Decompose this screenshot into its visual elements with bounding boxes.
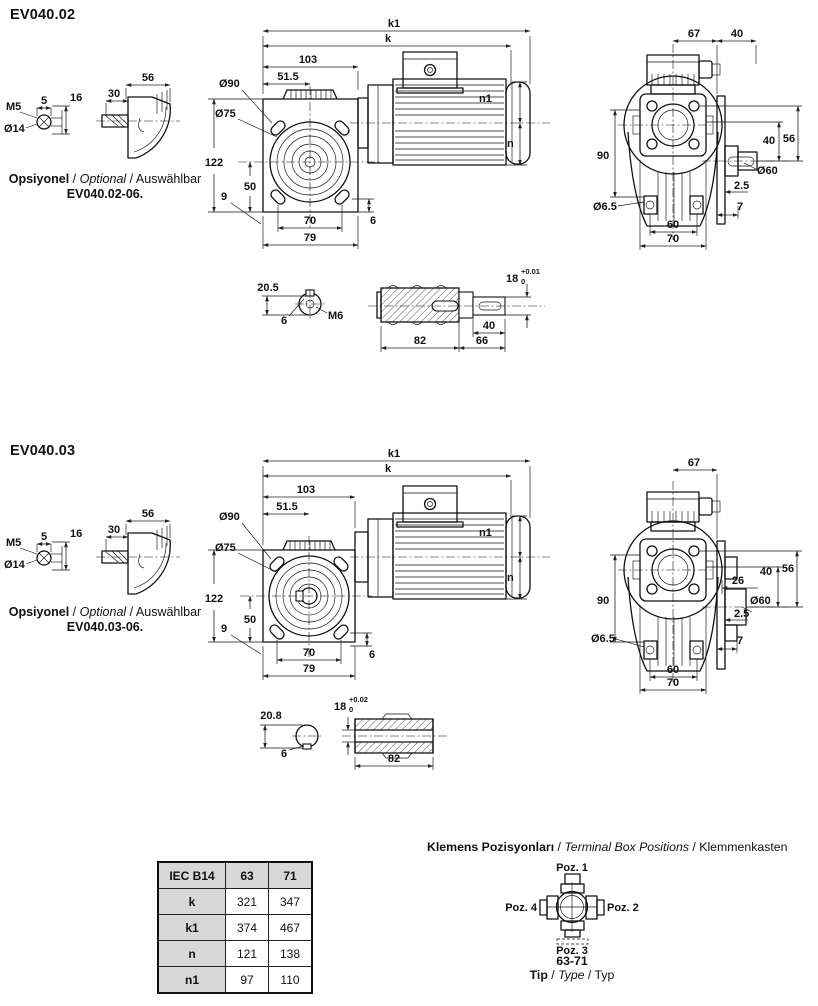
gearbox-front-housing: [240, 536, 372, 660]
dim-7: [717, 201, 743, 219]
dim-50: [244, 162, 256, 212]
dim-5-label: 5: [40, 95, 48, 107]
note-model-range: EV040.02-06.: [66, 187, 144, 201]
dim-51-5: [263, 501, 309, 514]
dim-70-label: 70: [302, 647, 316, 659]
dim-n-label: n: [507, 572, 514, 584]
dim-103-label: 103: [298, 54, 318, 66]
dim-60-label: 60: [666, 219, 680, 231]
dim-82: [355, 753, 433, 770]
ev04002-optional-detail-drawing: [0, 70, 210, 180]
dim-50-label: 50: [243, 614, 257, 626]
terminal-type-line: Tip / Type / Typ: [529, 968, 615, 982]
dim-79-label: 79: [302, 663, 316, 675]
dim-18-label: 18: [506, 273, 519, 285]
note-italic: Optional: [79, 605, 127, 619]
dim-18-tol-hi: +0.01: [521, 267, 540, 276]
ev04002-front-view-drawing: [200, 8, 565, 258]
poz3-label: Poz. 3: [556, 945, 588, 957]
ev04003-side-view-drawing: [592, 448, 818, 700]
dim-79-label: 79: [303, 232, 317, 244]
dim-2-5-label: 2.5: [734, 608, 750, 620]
note-model-range: EV040.03-06.: [66, 620, 144, 634]
terminal-box-title: Klemens Pozisyonları / Terminal Box Positions / Klemmenkasten: [427, 840, 788, 854]
dim-16-label: 16: [70, 528, 83, 540]
table-cell: 97: [226, 967, 269, 994]
pin-dim-16: [52, 528, 82, 570]
note-plain: Auswählbar: [135, 172, 202, 186]
dim-dia14-label: Ø14: [4, 123, 25, 135]
dim-82-label: 82: [387, 753, 401, 765]
dim-18-tolerance: [505, 267, 540, 328]
dim-70-side-label: 70: [666, 233, 680, 245]
dim-122-label: 122: [204, 157, 224, 169]
dim-m5-label: M5: [6, 101, 22, 113]
label-dia75: [215, 542, 276, 572]
optional-note-2: Opsiyonel / Optional / Auswählbar EV040.03-06.: [0, 605, 210, 635]
dim-67-label: 67: [687, 28, 701, 40]
dim-56-label: 56: [141, 72, 155, 84]
pin-dim-16: [52, 92, 82, 134]
section1-title: EV040.02: [10, 7, 76, 23]
table-header-iec: IEC B14: [158, 862, 226, 889]
pin-label-m5: [6, 101, 37, 118]
terminal-size-range: 63-71: [556, 954, 588, 968]
dim-n1-label: n1: [479, 527, 492, 539]
dim-60-label: 60: [666, 664, 680, 676]
section2-title: EV040.03: [10, 443, 76, 459]
iec-dimension-table-wrap: [157, 861, 313, 994]
dim-51-5-label: 51.5: [277, 71, 299, 83]
table-cell: 321: [226, 889, 269, 915]
label-dia75: [215, 108, 277, 137]
dim-9: [221, 623, 261, 654]
dim-2-5-label: 2.5: [734, 180, 750, 192]
table-header-63: 63: [226, 862, 269, 889]
dim-26-label: 26: [731, 575, 745, 587]
dim-20-8-label: 20.8: [260, 710, 282, 722]
dim-5-label: 5: [40, 531, 48, 543]
dim-7-label: 7: [736, 635, 744, 647]
dim-18-tol-hi: +0.02: [349, 695, 368, 704]
dim-n: [506, 557, 527, 599]
dim-90: [597, 555, 644, 642]
dim-dia6-5-label: Ø6.5: [593, 201, 617, 213]
optional-note-1: Opsiyonel / Optional / Auswählbar EV040.02-06.: [0, 172, 210, 202]
table-header-71: 71: [269, 862, 313, 889]
dim-9-label: 9: [220, 623, 228, 635]
dim-9-label: 9: [220, 191, 228, 203]
dim-20-5-label: 20.5: [257, 282, 279, 294]
dim-2-5: [725, 180, 749, 198]
dim-90: [597, 110, 644, 197]
dim-dia6-5-label: Ø6.5: [591, 633, 615, 645]
dim-7: [717, 635, 743, 653]
note-italic: Optional: [79, 172, 127, 186]
dim-n-label: n: [507, 138, 514, 150]
pin-label-dia14: [4, 559, 37, 571]
dim-90-label: 90: [597, 595, 610, 607]
dim-122: [205, 550, 263, 642]
dim-18-tol-lo: 0: [349, 705, 354, 714]
ev04002-side-view-drawing: [592, 8, 818, 260]
dim-dia90-label: Ø90: [219, 78, 240, 90]
dim-70: [278, 205, 342, 232]
dim-50-label: 50: [243, 181, 257, 193]
row-label: n1: [158, 967, 226, 994]
clamp-dim-30: [106, 524, 128, 552]
row-label: k1: [158, 915, 226, 941]
dim-56-label: 56: [141, 508, 155, 520]
dim-40-shaft-label: 40: [482, 320, 496, 332]
dim-6: [352, 199, 376, 227]
clamp-detail-outline: [96, 90, 180, 158]
ev04002-shaft-detail-drawing: [248, 252, 568, 364]
dim-122-label: 122: [204, 593, 224, 605]
dim-k1-label: k1: [387, 448, 401, 460]
table-row: [158, 915, 312, 941]
dim-dia60-label: Ø60: [757, 165, 778, 177]
table-header-row: [158, 862, 312, 889]
poz4-label: Poz. 4: [505, 902, 537, 914]
dim-103-label: 103: [296, 484, 316, 496]
dim-40-right-label: 40: [762, 135, 776, 147]
table-row: [158, 889, 312, 915]
ev04003-optional-detail-drawing: [0, 506, 210, 616]
dim-dia90-label: Ø90: [219, 511, 240, 523]
ev04003-front-view-drawing: [200, 444, 565, 696]
dim-90-label: 90: [597, 150, 610, 162]
dim-66-label: 66: [475, 335, 489, 347]
dim-n: [506, 123, 527, 165]
dim-k-label: k: [384, 33, 392, 45]
dim-dia75-label: Ø75: [215, 108, 236, 120]
pin-label-dia14: [4, 123, 37, 135]
ev04003-shaft-detail-drawing: [248, 685, 463, 787]
dim-dia75-label: Ø75: [215, 542, 236, 554]
dim-dia14-label: Ø14: [4, 559, 25, 571]
label-dia6-5: [593, 201, 644, 213]
dim-51-5: [263, 71, 310, 84]
dim-70-side-label: 70: [666, 677, 680, 689]
row-label: n: [158, 941, 226, 967]
dim-n1: [479, 82, 527, 123]
dim-82: [381, 322, 459, 352]
dim-n1-label: n1: [479, 93, 492, 105]
poz1-label: Poz. 1: [556, 862, 588, 874]
dim-40-right-label: 40: [759, 566, 773, 578]
pin-detail-outline: [37, 546, 62, 570]
clamp-detail-outline: [96, 526, 180, 594]
dim-6: [350, 633, 375, 661]
dim-6-label: 6: [369, 215, 377, 227]
table-cell: 347: [269, 889, 313, 915]
pin-dim-5: [37, 531, 51, 552]
terminal-box-position-diagram: [488, 856, 658, 956]
pin-dim-5: [37, 95, 51, 116]
hollow-shaft-outline: [342, 714, 448, 758]
poz2-label: Poz. 2: [607, 902, 639, 914]
table-cell: 121: [226, 941, 269, 967]
dim-key6-label: 6: [280, 315, 288, 327]
note-plain: Auswählbar: [135, 605, 202, 619]
dim-m5-label: M5: [6, 537, 22, 549]
dim-dia60-label: Ø60: [750, 595, 771, 607]
dim-82-label: 82: [413, 335, 427, 347]
dim-m6-label: M6: [328, 310, 344, 322]
pin-detail-outline: [37, 110, 62, 134]
dim-51-5-label: 51.5: [276, 501, 298, 513]
table-cell: 110: [269, 967, 313, 994]
dim-70-label: 70: [303, 215, 317, 227]
dim-k-label: k: [384, 463, 392, 475]
dim-50: [244, 596, 256, 642]
dim-67-label: 67: [687, 457, 701, 469]
dim-30-label: 30: [107, 88, 121, 100]
dim-6-label: 6: [368, 649, 376, 661]
dim-k1-label: k1: [387, 18, 401, 30]
table-row: [158, 967, 312, 994]
table-cell: 374: [226, 915, 269, 941]
gearbox-front-housing: [238, 86, 380, 228]
dim-30-label: 30: [107, 524, 121, 536]
dim-16-label: 16: [70, 92, 83, 104]
dim-66: [459, 335, 505, 348]
dim-56-label: 56: [782, 133, 796, 145]
dim-40-top: [717, 28, 756, 64]
dim-56-label: 56: [781, 563, 795, 575]
table-cell: 138: [269, 941, 313, 967]
pin-label-m5: [6, 537, 37, 554]
gearbox-side-body: [618, 481, 788, 685]
table-row: [158, 941, 312, 967]
dim-7-label: 7: [736, 201, 744, 213]
terminal-cross-outline: [540, 874, 604, 944]
key-section-detail: [260, 710, 322, 760]
dim-18-label: 18: [334, 701, 347, 713]
dim-40-top-label: 40: [730, 28, 744, 40]
key-section-detail: [257, 282, 343, 327]
iec-dimension-table: [157, 861, 313, 994]
note-bold: Opsiyonel: [8, 605, 70, 619]
clamp-dim-30: [106, 88, 128, 116]
dim-9: [221, 191, 261, 224]
table-cell: 467: [269, 915, 313, 941]
dim-key6-label: 6: [280, 748, 288, 760]
dim-n1: [479, 516, 527, 557]
note-bold: Opsiyonel: [8, 172, 70, 186]
worm-shaft-outline: [368, 286, 545, 325]
dim-26: [722, 575, 758, 594]
dim-18-tol-lo: 0: [521, 277, 526, 286]
dim-56-right: [700, 106, 803, 161]
row-label: k: [158, 889, 226, 915]
